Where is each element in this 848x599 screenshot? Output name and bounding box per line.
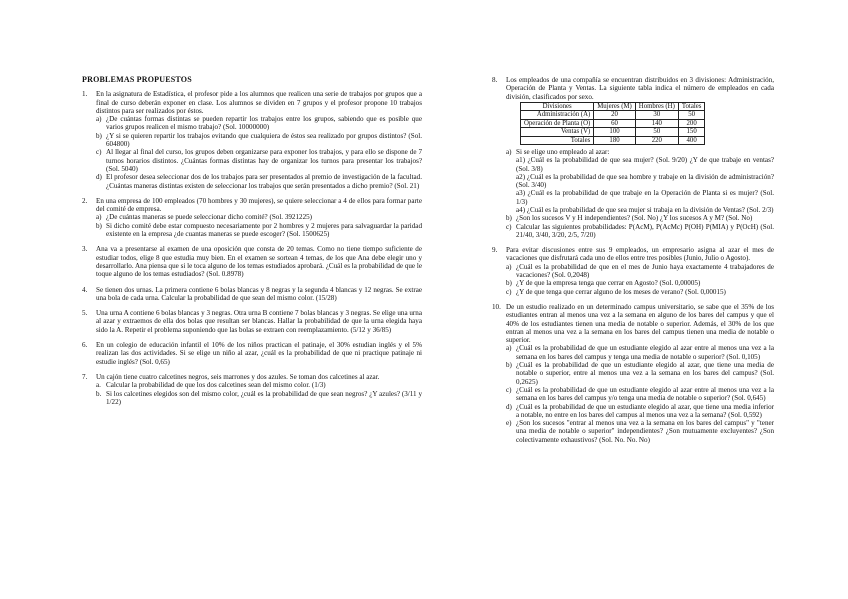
sub-question-text: Calcular la probabilidad de que los dos calcetines sean del mismo color. (1/3)	[106, 381, 326, 390]
section-heading: PROBLEMAS PROPUESTOS	[82, 75, 192, 84]
problem-statement: En la asignatura de Estadística, el profesor pide a los alumnos que realicen una serie de trabajos por grupos que a final de curso deberán exponer en clase. Los alumnos se dividen en 7 grupos y el profesor propone 10 trabajos distintos para ser realizados por éstos.	[96, 90, 422, 115]
sub-question	[96, 381, 422, 389]
table-body	[521, 111, 705, 145]
sub-question	[506, 403, 774, 420]
problem-number: 10.	[492, 302, 501, 311]
table-cell: 50	[678, 111, 705, 119]
table-header-cell: Mujeres (M)	[594, 102, 636, 110]
problem-number: 9.	[492, 246, 498, 255]
problem-subitems	[506, 148, 774, 239]
sub-question-text: ¿Cuál es la probabilidad de que un estudiante elegido al azar entre al menos una vez a la semana en los bares del campus y tenga una media de notable o superior? (Sol. 0,105)	[516, 344, 774, 361]
sub-question-label: a)	[96, 115, 102, 124]
table-row	[521, 128, 705, 136]
problem-body	[96, 341, 422, 366]
table-cell: 100	[594, 128, 636, 136]
sub-question	[506, 279, 774, 287]
problem-6	[82, 341, 422, 366]
problem-number: 2.	[82, 196, 88, 205]
problem-number: 7.	[82, 372, 88, 381]
table-cell: 30	[635, 111, 678, 119]
table-header-cell: Hombres (H)	[635, 102, 678, 110]
problem-3	[82, 245, 422, 278]
sub-question-text: ¿Son los sucesos "entrar al menos una vez a la semana en los bares del campus" y "tener una media de notable o superior" independientes? ¿Son mutuamente excluyentes? ¿Son colectivamente exhaustivos? (Sol. No. No. No)	[516, 419, 774, 444]
sub-question	[96, 213, 422, 221]
table-header-cell: Totales	[678, 102, 705, 110]
problem-number: 6.	[82, 341, 88, 350]
sub-question-text: Si los calcetines elegidos son del mismo color, ¿cuál es la probabilidad de que sean negros? ¿Y azules? (3/11 y 1/22)	[106, 389, 422, 406]
problem-number: 1.	[82, 90, 88, 99]
sub-question-text: ¿Cuál es la probabilidad de que un estudiante elegido al azar, que tiene una media inferior a notable, no entre en los bares del campus al menos una vez a la semana? (Sol. 0,592)	[516, 402, 774, 419]
sub-question	[506, 263, 774, 280]
problem-number: 4.	[82, 285, 88, 294]
sub-question-label: b)	[506, 361, 512, 370]
problem-statement: Los empleados de una compañía se encuentran distribuidos en 3 divisiones: Administración, Operación de Planta y Ventas. La siguiente tabla indica el número de empleados en cada división, clasificados por sexo.	[506, 76, 774, 101]
sub-question-label: b)	[96, 131, 102, 140]
problem-9	[492, 246, 774, 296]
table-cell: Administración (A)	[521, 111, 594, 119]
sub-question-text: Al llegar al final del curso, los grupos deben organizarse para exponer los trabajos, y para ello se dispone de 7 turnos horarios distintos. ¿Cuántas formas distintas hay de organizar los turnos para presentar los trabajos? (Sol. 5040)	[106, 148, 422, 173]
sub-question-label: c)	[506, 287, 512, 296]
table-row	[521, 119, 705, 127]
sub-question-text: a3) ¿Cuál es la probabilidad de que trabaje en la Operación de Planta si es mujer? (Sol. 1/3)	[516, 189, 774, 206]
sub-question	[506, 361, 774, 386]
table-cell: 60	[594, 119, 636, 127]
problem-number: 3.	[82, 245, 88, 254]
sub-question-text: El profesor desea seleccionar dos de los trabajos para ser presentados al premio de investigación de la facultad. ¿Cuántas maneras distintas existen de seleccionar los trabajos que serán presentados a dicho premio? (Sol. 21)	[106, 173, 422, 190]
sub-question	[96, 132, 422, 149]
sub-question-label: a)	[506, 344, 512, 353]
sub-question-text: Calcular las siguientes probabilidades: P(AcM), P(AcMc) P(OH) P(MIA) y P(OcH) (Sol. 21/40, 3/40, 3/20, 2/5, 7/20)	[516, 222, 774, 239]
sub-question-label: b.	[96, 389, 102, 398]
sub-question-text: ¿De cuántas maneras se puede seleccionar dicho comité? (Sol. 3921225)	[106, 213, 313, 222]
problem-4	[82, 286, 422, 303]
sub-question-label: d)	[506, 402, 512, 411]
employee-table	[520, 102, 705, 145]
problem-statement: En una empresa de 100 empleados (70 hombres y 30 mujeres), se quiere seleccionar a 4 de ellos para formar parte del comité de empresa.	[96, 196, 422, 214]
problem-5	[82, 309, 422, 334]
sub-question-text: a1) ¿Cuál es la probabilidad de que sea mujer? (Sol. 9/20) ¿Y de que trabaje en ventas? (Sol. 3/8)	[516, 156, 774, 173]
sub-question	[506, 156, 774, 173]
table-cell: 180	[594, 136, 636, 144]
sub-question-text: a2) ¿Cuál es la probabilidad de que sea hombre y trabaje en la división de administración? (Sol. 3/40)	[516, 172, 774, 190]
sub-question	[506, 214, 774, 222]
table-cell: 200	[678, 119, 705, 127]
sub-question-label: c)	[506, 385, 512, 394]
problem-statement: Se tienen dos urnas. La primera contiene 6 bolas blancas y 8 negras y la segunda 4 blancas y 12 negras. Se extrae una bola de cada urna. Calcular la probabilidad de que sean del mismo color. (15/28)	[96, 285, 422, 302]
problem-body	[96, 245, 422, 278]
table-cell: Operación de Planta (O)	[521, 119, 594, 127]
right-column	[492, 76, 774, 451]
problem-statement: Un cajón tiene cuatro calcetines negros, seis marrones y dos azules. Se toman dos calcetines al azar.	[96, 372, 380, 381]
problem-2	[82, 197, 422, 238]
sub-question	[96, 222, 422, 239]
sub-question	[506, 386, 774, 403]
table-cell: Ventas (V)	[521, 128, 594, 136]
table-cell: 220	[635, 136, 678, 144]
table-cell: 50	[635, 128, 678, 136]
sub-question	[96, 148, 422, 173]
sub-question	[506, 419, 774, 444]
problem-7	[82, 373, 422, 406]
sub-question	[506, 206, 774, 214]
problem-body	[96, 90, 422, 190]
sub-question	[506, 173, 774, 190]
sub-question-label: c)	[506, 222, 512, 231]
sub-question-text: ¿De cuántas formas distintas se pueden repartir los trabajos entre los grupos, sabiendo que es posible que varios grupos realicen el mismo trabajo? (Sol. 10000000)	[106, 115, 422, 132]
sub-question-label: a)	[96, 213, 102, 222]
sub-question-text: Si dicho comité debe estar compuesto necesariamente por 2 hombres y 2 mujeres para salvaguardar la paridad existente en la empresa ¿de cuantas maneras se puede escoger? (Sol. 1500625)	[106, 221, 422, 239]
problem-number: 5.	[82, 309, 88, 318]
problem-body	[96, 373, 422, 406]
sub-question	[96, 115, 422, 132]
sub-question-text: ¿Y si se quieren repartir los trabajos evitando que cualquiera de éstos sea realizado por grupos distintos? (Sol. 604800)	[106, 131, 422, 149]
problem-8	[492, 76, 774, 239]
sub-question	[96, 173, 422, 190]
sub-question-text: ¿Cuál es la probabilidad de que en el mes de Junio haya exactamente 4 trabajadores de vacaciones? (Sol. 0,2048)	[516, 262, 774, 280]
table-row	[521, 136, 705, 144]
problem-statement: Una urna A contiene 6 bolas blancas y 3 negras. Otra urna B contiene 7 bolas blancas y 3 negras. Se elige una urna al azar y extraemos de ella dos bolas que resultan ser blancas. Hallar la probabilidad de que la urna elegida haya sido la A. Repetir el problema suponiendo que las bolas se extraen con reemplazamiento. (5/12 y 36/85)	[96, 309, 422, 334]
sub-question-text: ¿Son los sucesos V y H independientes? (Sol. No) ¿Y los sucesos A y M? (Sol. No)	[516, 214, 753, 223]
problem-statement: Ana va a presentarse al examen de una oposición que consta de 20 temas. Como no tiene tiempo suficiente de estudiar todos, elige 8 que estudia muy bien. En el examen se sortean 4 temas, de los que Ana debe elegir uno y desarrollarlo. Ana piensa que si le toca alguno de los temas estudiados aprobará. ¿Cuál es la probabilidad de que le toque alguno de los temas estudiados? (Sol. 0.8978)	[96, 245, 422, 279]
table-cell: 150	[678, 128, 705, 136]
problem-body	[96, 309, 422, 334]
left-column	[82, 76, 422, 413]
sub-question-label: a)	[506, 262, 512, 271]
problem-body	[96, 197, 422, 238]
problem-list-left	[82, 90, 422, 406]
table-cell: 20	[594, 111, 636, 119]
sub-question-text: a4) ¿Cuál es la probabilidad de que sea mujer si trabaja en la división de Ventas? (Sol. 2/3)	[516, 206, 774, 214]
sub-question	[506, 288, 774, 296]
sub-question	[506, 189, 774, 206]
problem-body	[96, 286, 422, 303]
problem-number: 8.	[492, 76, 498, 84]
table-cell: 400	[678, 136, 705, 144]
sub-question-label: a.	[96, 381, 101, 390]
sub-question-label: c)	[96, 148, 102, 157]
table-cell: Totales	[521, 136, 594, 144]
sub-question-label: b)	[506, 279, 512, 288]
table-cell: 140	[635, 119, 678, 127]
sub-question-text: ¿Cuál es la probabilidad de que un estudiante elegido al azar, que tiene una media de notable o superior, entre al menos una vez a la semana en los bares del campus? (Sol. 0,2625)	[516, 361, 774, 386]
problem-subitems	[506, 263, 774, 296]
problem-statement: En un colegio de educación infantil el 10% de los niños practican el patinaje, el 30% estudian inglés y el 5% realizan las dos actividades. Si se elige un niño al azar, ¿cuál es la probabilidad de que ni practique patinaje ni estudie inglés? (Sol. 0,65)	[96, 341, 422, 366]
sub-question	[506, 223, 774, 240]
sub-question-label: e)	[506, 419, 512, 428]
table-header-cell: Divisiones	[521, 102, 594, 110]
sub-question-label: a)	[506, 147, 512, 156]
table-row	[521, 111, 705, 119]
problem-1	[82, 90, 422, 190]
sub-question	[96, 390, 422, 407]
problem-statement: De un estudio realizado en un determinado campus universitario, se sabe que el 35% de los estudiantes entran al menos una vez a la semana en alguno de los bares del campus y que el 40% de los estudiantes tienen una media de notable o superior. Además, el 30% de los que entran al menos una vez a la semana en los bares del campus tienen una media de notable o superior.	[506, 302, 774, 345]
sub-question-label: b)	[96, 221, 102, 230]
sub-question-text: Si se elige uno empleado al azar:	[516, 147, 610, 156]
table-header-row	[521, 102, 705, 110]
problem-subitems	[506, 344, 774, 444]
sub-question-text: ¿Y de que tenga que cerrar alguno de los meses de verano? (Sol. 0,00015)	[516, 287, 726, 296]
problem-statement: Para evitar discusiones entre sus 9 empleados, un empresario asigna al azar el mes de vacaciones que disfrutará cada uno de ellos entre tres posibles (Junio, Julio o Agosto).	[506, 246, 774, 263]
sub-question-label: b)	[506, 214, 512, 223]
sub-question-text: ¿Y de que la empresa tenga que cerrar en Agosto? (Sol. 0,00005)	[516, 279, 701, 288]
sub-question	[506, 148, 774, 156]
sub-question-label: d)	[96, 173, 102, 182]
sub-question	[506, 344, 774, 361]
sub-question-text: ¿Cuál es la probabilidad de que un estudiante elegido al azar entre al menos una vez a la semana en los bares del campus y/o tenga una media de notable o superior? (Sol. 0,645)	[516, 385, 774, 403]
problem-10	[492, 303, 774, 444]
